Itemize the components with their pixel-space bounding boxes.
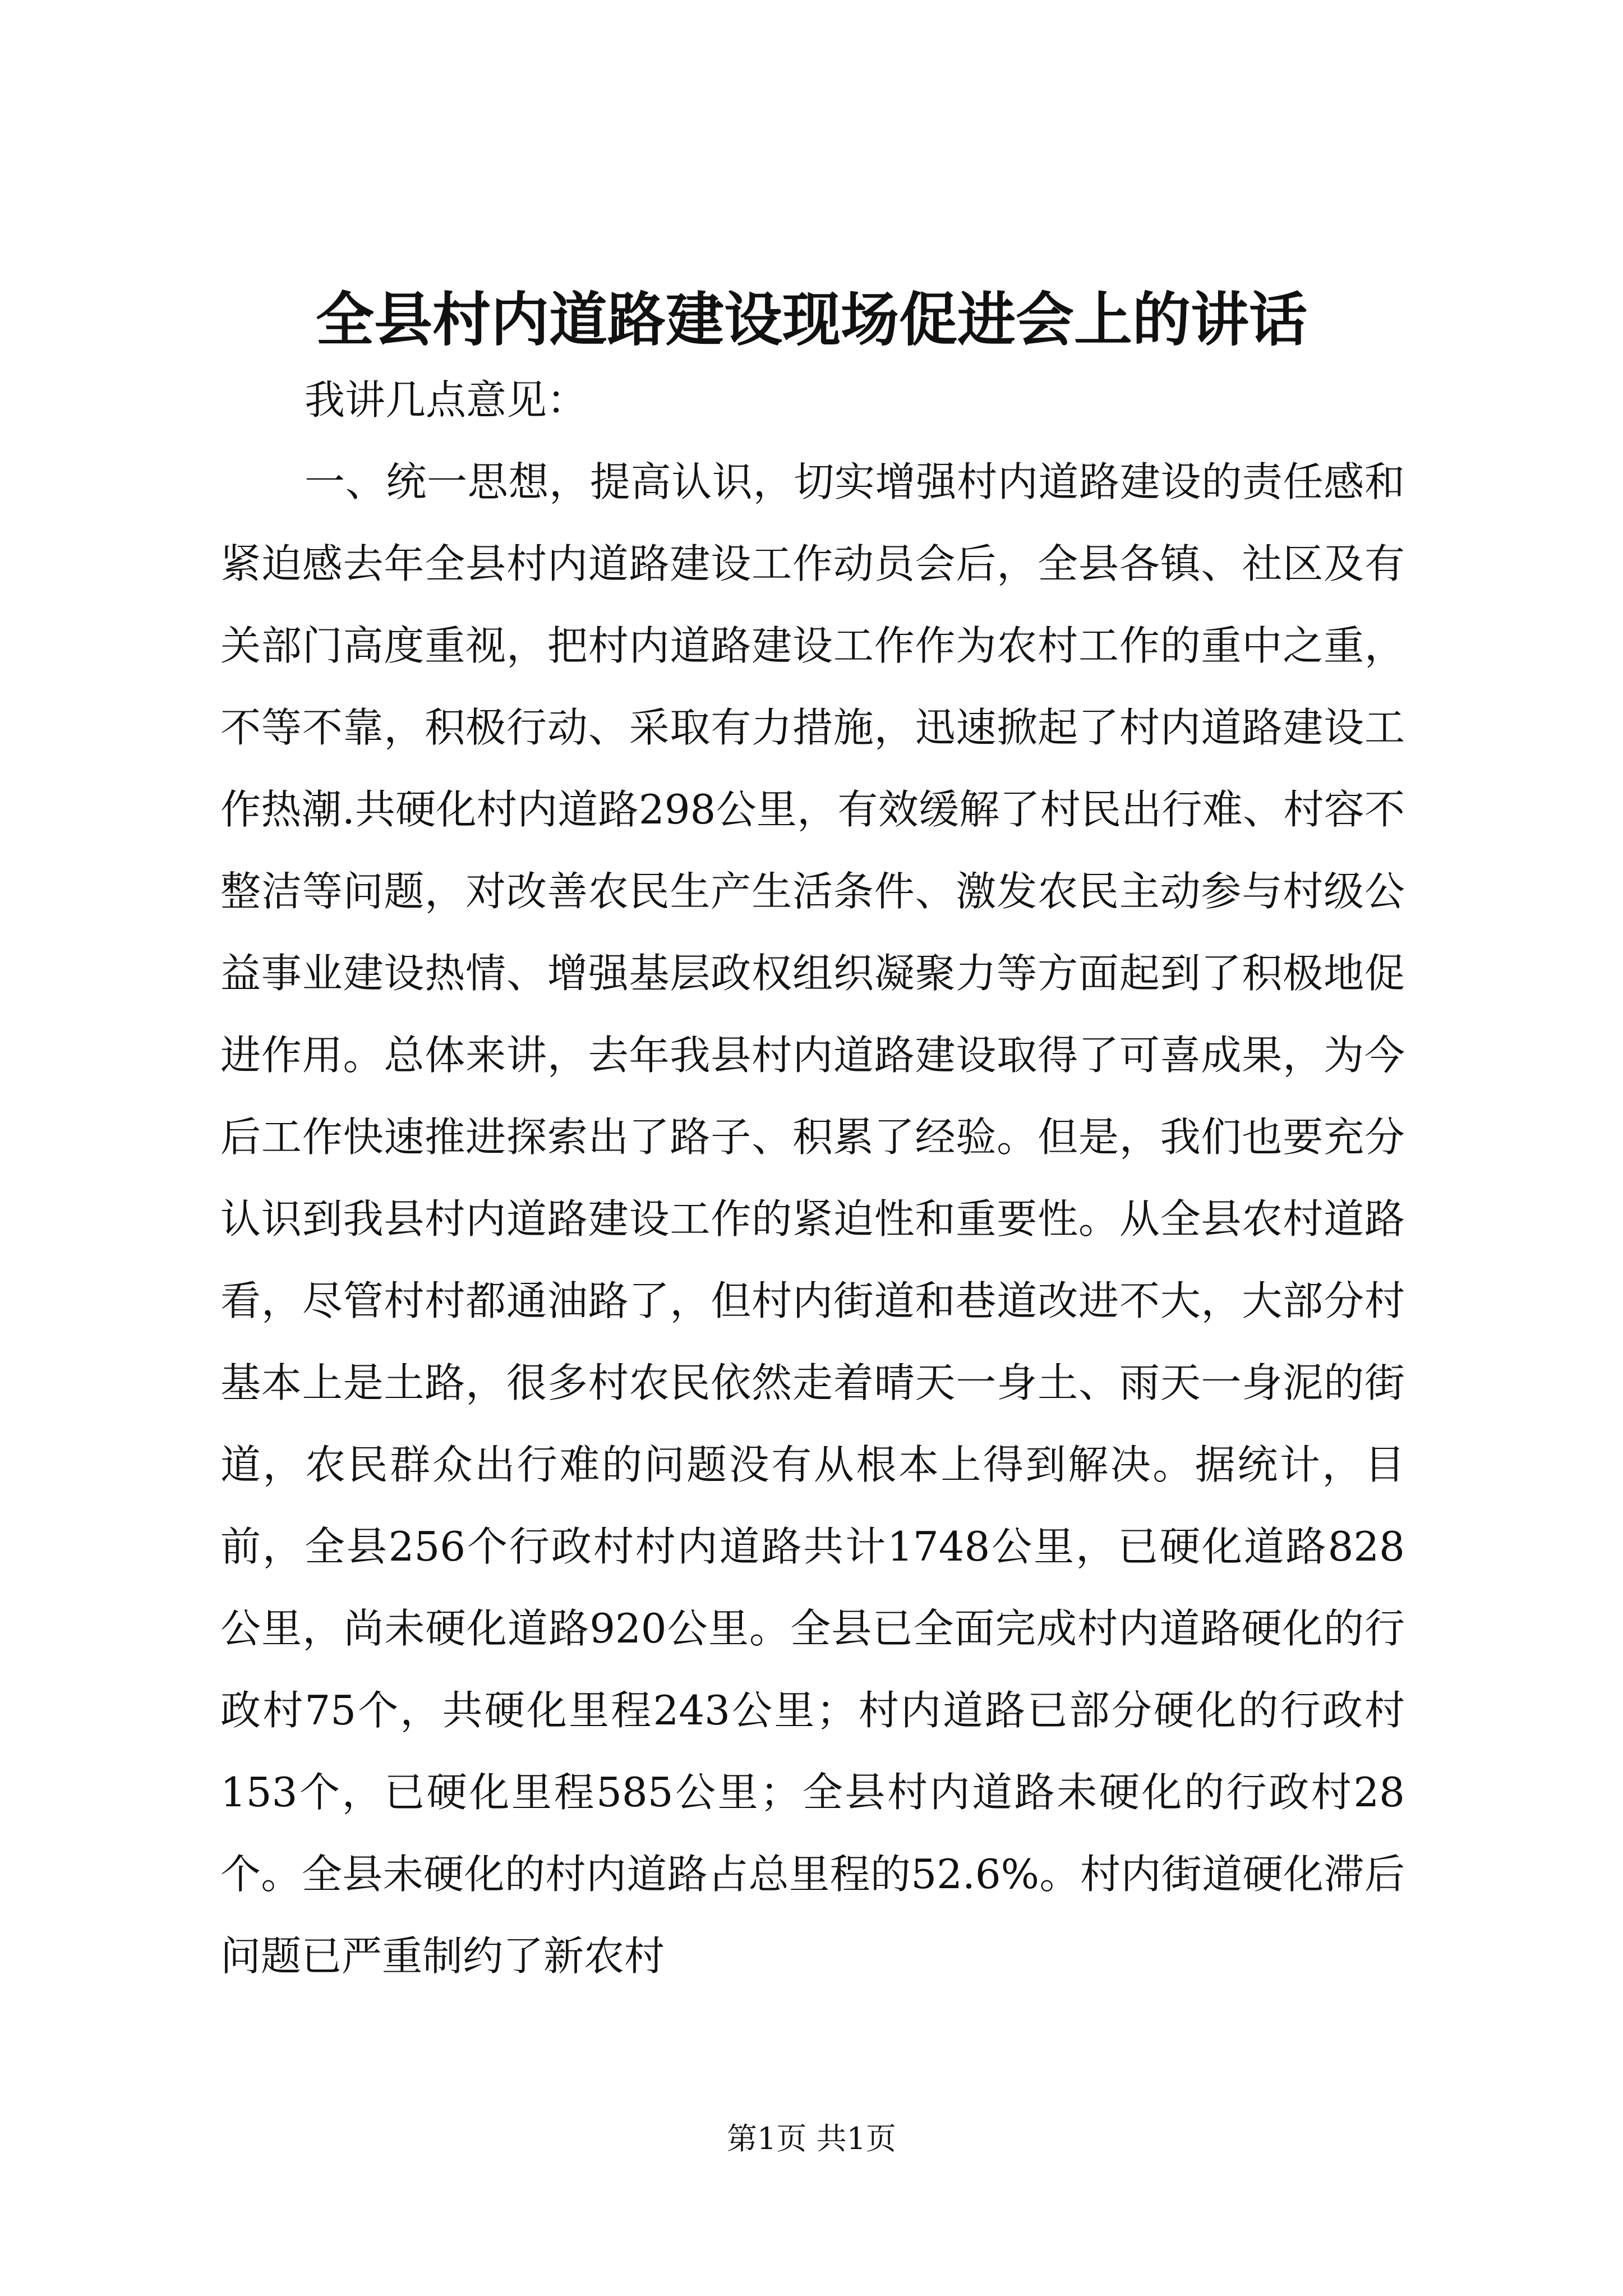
paragraph-intro: 我讲几点意见：: [305, 376, 588, 424]
document-title: 全县村内道路建设现场促进会上的讲话: [315, 285, 1307, 354]
page-number-footer: 第1页 共1页: [727, 2121, 896, 2156]
document-body: [220, 359, 1405, 1997]
paragraph-section-one: 一、统一思想，提高认识，切实增强村内道路建设的责任感和紧迫感去年全县村内道路建设工作动员会后，全县各镇、社区及有关部门高度重视，把村内道路建设工作作为农村工作的重中之重，不等不靠，积极行动、采取有力措施，迅速掀起了村内道路建设工作热潮.共硬化村内道路298公里，有效缓解了村民出行难、村容不整洁等问题，对改善农民生产生活条件、激发农民主动参与村级公益事业建设热情、增强基层政权组织凝聚力等方面起到了积极地促进作用。总体来讲，去年我县村内道路建设取得了可喜成果，为今后工作快速推进探索出了路子、积累了经验。但是，我们也要充分认识到我县村内道路建设工作的紧迫性和重要性。从全县农村道路看，尽管村村都通油路了，但村内街道和巷道改进不大，大部分村基本上是土路，很多村农民依然走着晴天一身土、雨天一身泥的街道，农民群众出行难的问题没有从根本上得到解决。据统计，目前，全县256个行政村村内道路共计1748公里，已硬化道路828公里，尚未硬化道路920公里。全县已全面完成村内道路硬化的行政村75个，共硬化里程243公里；村内道路已部分硬化的行政村153个，已硬化里程585公里；全县村内道路未硬化的行政村28个。全县未硬化的村内道路占总里程的52.6%。村内街道硬化滞后问题已严重制约了新农村: [220, 458, 1405, 1980]
